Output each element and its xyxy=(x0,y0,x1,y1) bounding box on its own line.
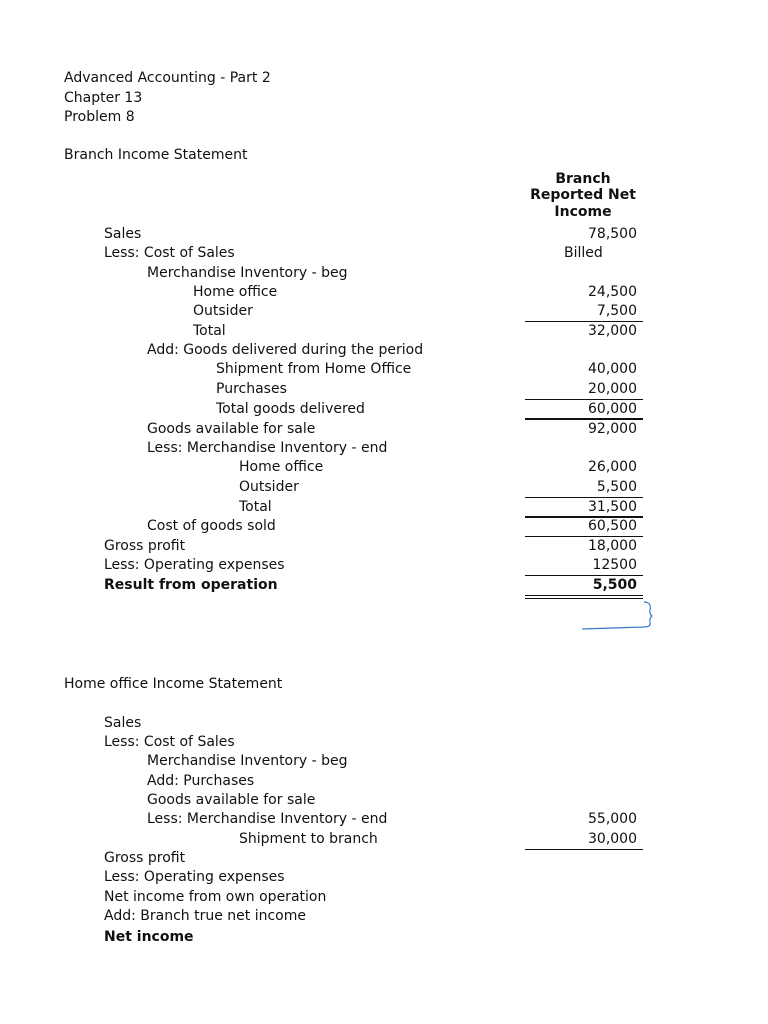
home-row-label: Add: Branch true net income xyxy=(104,908,306,924)
branch-row-label: Add: Goods delivered during the period xyxy=(147,342,424,358)
result-from-operation-value: 5,500 xyxy=(592,577,637,593)
home-row-label: Gross profit xyxy=(104,850,186,866)
home-row-label: Less: Operating expenses xyxy=(104,869,285,885)
branch-row-label: Purchases xyxy=(216,381,287,397)
course-title: Advanced Accounting - Part 2 xyxy=(64,70,271,86)
problem-label: Problem 8 xyxy=(64,109,135,125)
branch-row-label: Outsider xyxy=(193,303,253,319)
branch-row-label: Gross profit xyxy=(104,538,186,554)
branch-row-value: 26,000 xyxy=(588,459,637,475)
net-income-label: Net income xyxy=(104,929,194,945)
branch-statement-title: Branch Income Statement xyxy=(64,147,248,163)
branch-row-value: 7,500 xyxy=(596,303,637,319)
home-row-label: Shipment to branch xyxy=(239,831,378,847)
branch-row-label: Total goods delivered xyxy=(216,401,365,417)
underline xyxy=(525,497,643,498)
underline xyxy=(525,575,643,576)
bracket-annotation-icon xyxy=(578,596,658,634)
branch-row-label: Cost of goods sold xyxy=(147,518,276,534)
underline xyxy=(525,321,643,322)
branch-row-label: Merchandise Inventory - beg xyxy=(147,265,348,281)
branch-row-value: 5,500 xyxy=(596,479,637,495)
branch-column-header-line2: Reported Net xyxy=(530,187,636,203)
home-row-value: 55,000 xyxy=(588,811,637,827)
branch-row-label: Total xyxy=(193,323,226,339)
underline xyxy=(525,399,643,400)
branch-row-label: Less: Cost of Sales xyxy=(104,245,235,261)
underline xyxy=(525,418,643,420)
branch-row-label: Goods available for sale xyxy=(147,421,316,437)
home-row-label: Less: Merchandise Inventory - end xyxy=(147,811,388,827)
branch-row-value: 92,000 xyxy=(588,421,637,437)
branch-row-value: 24,500 xyxy=(588,284,637,300)
underline xyxy=(525,849,643,850)
billed-label: Billed xyxy=(564,245,603,261)
branch-row-label: Less: Operating expenses xyxy=(104,557,285,573)
branch-row-label: Home office xyxy=(193,284,278,300)
branch-row-label: Home office xyxy=(239,459,324,475)
result-from-operation-label: Result from operation xyxy=(104,577,278,593)
branch-row-label: Total xyxy=(239,499,272,515)
branch-row-label: Outsider xyxy=(239,479,299,495)
chapter-label: Chapter 13 xyxy=(64,90,143,106)
home-row-label: Goods available for sale xyxy=(147,792,316,808)
branch-row-value: 20,000 xyxy=(588,381,637,397)
home-office-statement-title: Home office Income Statement xyxy=(64,676,283,692)
home-row-label: Net income from own operation xyxy=(104,889,327,905)
branch-column-header-line3: Income xyxy=(554,204,612,220)
branch-row-value: 78,500 xyxy=(588,226,637,242)
branch-row-value: 12500 xyxy=(592,557,637,573)
branch-row-label: Sales xyxy=(104,226,142,242)
home-row-label: Merchandise Inventory - beg xyxy=(147,753,348,769)
home-row-label: Sales xyxy=(104,715,142,731)
underline xyxy=(525,536,643,537)
branch-row-value: 60,500 xyxy=(588,518,637,534)
branch-row-value: 60,000 xyxy=(588,401,637,417)
branch-row-label: Less: Merchandise Inventory - end xyxy=(147,440,388,456)
branch-column-header-line1: Branch xyxy=(555,171,611,187)
branch-row-value: 32,000 xyxy=(588,323,637,339)
branch-row-value: 40,000 xyxy=(588,361,637,377)
branch-row-label: Shipment from Home Office xyxy=(216,361,412,377)
branch-row-value: 31,500 xyxy=(588,499,637,515)
home-row-label: Add: Purchases xyxy=(147,773,255,789)
branch-row-value: 18,000 xyxy=(588,538,637,554)
home-row-label: Less: Cost of Sales xyxy=(104,734,235,750)
home-row-value: 30,000 xyxy=(588,831,637,847)
